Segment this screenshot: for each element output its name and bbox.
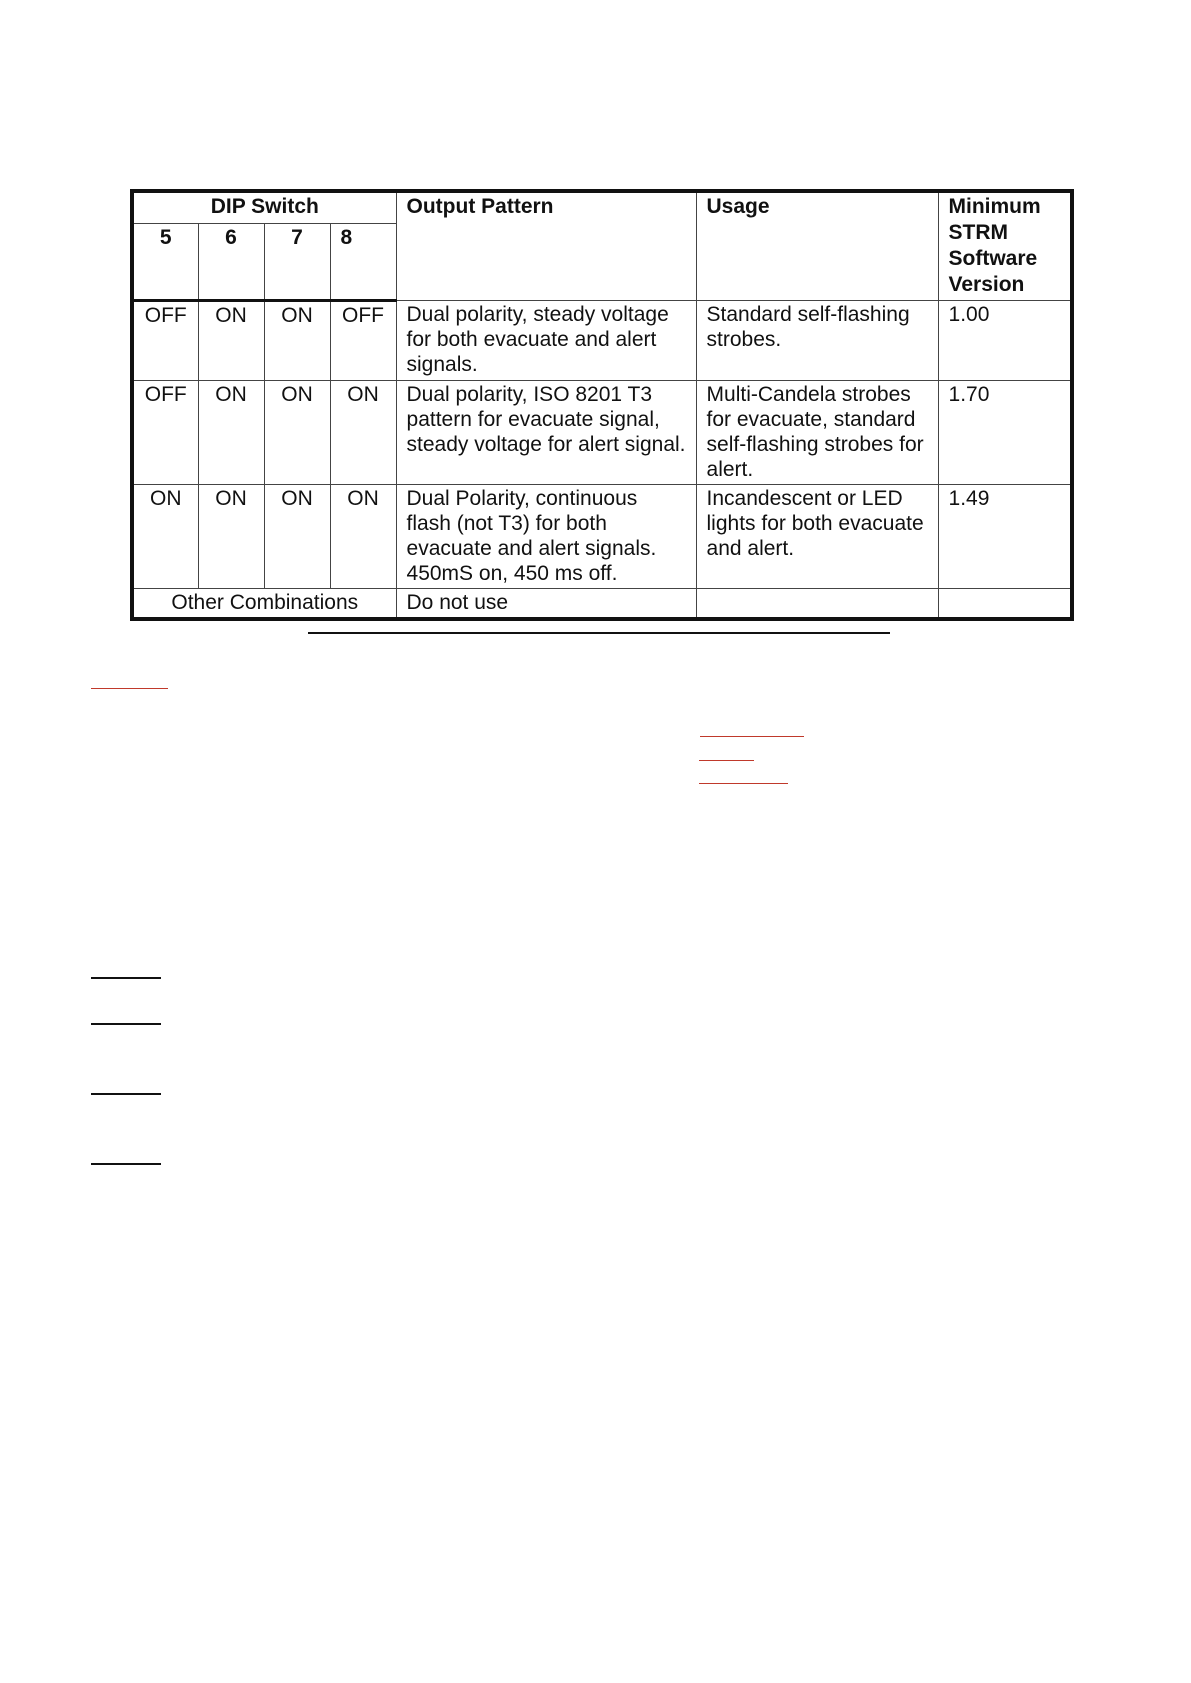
switch-5-header: 5 (132, 224, 198, 301)
usage-cell: Standard self-flashing strobes. (696, 301, 938, 381)
caption-underline (308, 632, 890, 634)
table-row-other (132, 589, 1072, 620)
output-pattern-header: Output Pattern (396, 191, 696, 301)
switch-5-cell: OFF (132, 381, 198, 485)
usage-cell: Multi-Candela strobes for evacuate, standard self-flashing strobes for alert. (696, 381, 938, 485)
version-cell: 1.49 (938, 485, 1072, 589)
table-row (132, 485, 1072, 589)
table-row (132, 301, 1072, 381)
output-pattern-cell: Dual polarity, steady voltage for both evacuate and alert signals. (396, 301, 696, 381)
table-header-row (132, 191, 1072, 224)
switch-8-cell: ON (330, 381, 396, 485)
black-underline-4 (91, 1163, 161, 1165)
red-underline-3 (699, 760, 754, 761)
table-row (132, 381, 1072, 485)
switch-6-header: 6 (198, 224, 264, 301)
output-pattern-cell: Do not use (396, 589, 696, 620)
version-cell (938, 589, 1072, 620)
black-underline-1 (91, 977, 161, 979)
switch-6-cell: ON (198, 381, 264, 485)
red-underline-2 (700, 736, 804, 737)
dip-switch-table (130, 189, 1074, 621)
usage-cell (696, 589, 938, 620)
black-underline-3 (91, 1093, 161, 1095)
switch-7-cell: ON (264, 485, 330, 589)
usage-cell: Incandescent or LED lights for both evacuate and alert. (696, 485, 938, 589)
switch-7-cell: ON (264, 381, 330, 485)
switch-8-header: 8 (330, 224, 396, 301)
black-underline-2 (91, 1023, 161, 1025)
output-pattern-cell: Dual polarity, ISO 8201 T3 pattern for evacuate signal, steady voltage for alert signal. (396, 381, 696, 485)
output-pattern-cell: Dual Polarity, continuous flash (not T3) for both evacuate and alert signals. 450mS on, 450 ms off. (396, 485, 696, 589)
other-combinations-label: Other Combinations (132, 589, 396, 620)
red-underline-4 (699, 783, 788, 784)
version-cell: 1.00 (938, 301, 1072, 381)
switch-6-cell: ON (198, 485, 264, 589)
red-underline-1 (91, 688, 168, 689)
min-version-header: Minimum STRM Software Version (938, 191, 1072, 301)
switch-5-cell: ON (132, 485, 198, 589)
switch-5-cell: OFF (132, 301, 198, 381)
switch-8-cell: ON (330, 485, 396, 589)
switch-7-header: 7 (264, 224, 330, 301)
dip-switch-header: DIP Switch (132, 191, 396, 224)
usage-header: Usage (696, 191, 938, 301)
version-cell: 1.70 (938, 381, 1072, 485)
switch-8-cell: OFF (330, 301, 396, 381)
switch-7-cell: ON (264, 301, 330, 381)
switch-6-cell: ON (198, 301, 264, 381)
